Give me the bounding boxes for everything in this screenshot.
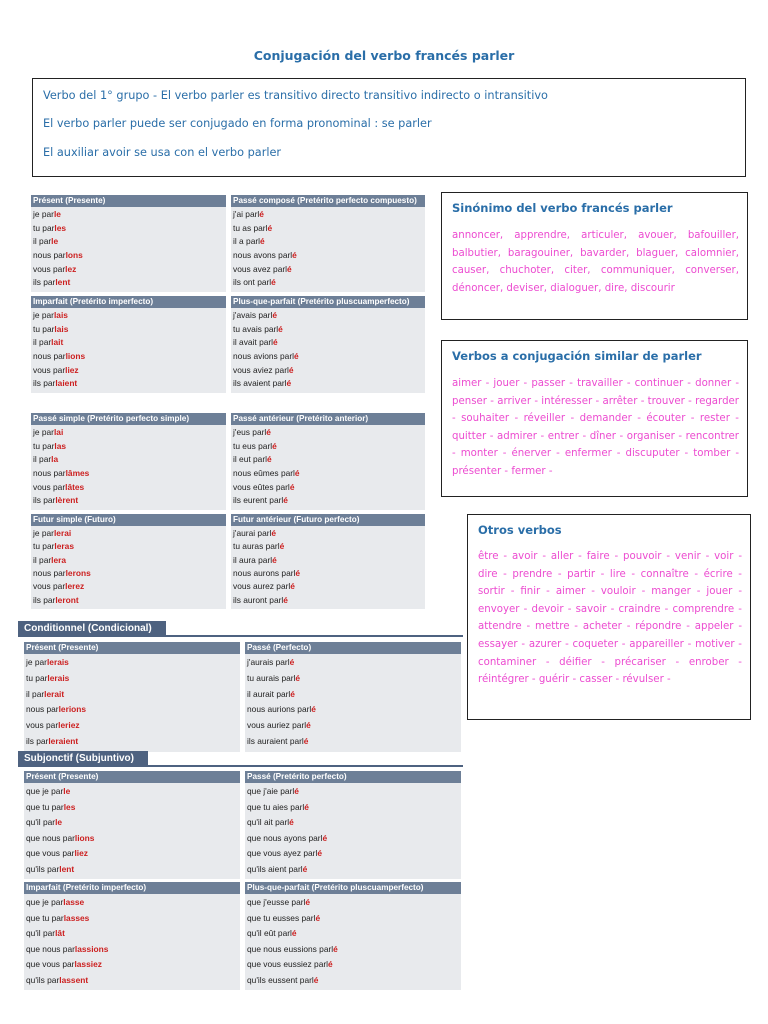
conjugation-row [24,671,240,687]
verb-stem: il eut parl [233,454,267,465]
verb-stem: tu eus parl [233,440,273,451]
conjugation-row [245,800,461,816]
verb-ending: é [294,786,299,796]
table-header: Imparfait (Pretérito imperfecto) [24,882,240,894]
verb-stem: ils par [26,736,49,747]
table-header: Présent (Presente) [24,771,240,783]
verb-stem: vous par [33,364,66,375]
verb-ending: lât [55,928,65,938]
conjugation-row [31,276,226,290]
verb-stem: il aurait parl [247,688,291,699]
conjugation-row [245,862,461,878]
verb-ending: é [291,928,297,938]
verb-stem: ils auraient parl [247,736,304,747]
verb-stem: tu par [33,222,55,233]
table-header: Passé (Perfecto) [245,642,461,654]
verb-stem: j'eus parl [233,427,267,437]
verb-stem: que j'aie parl [247,786,295,796]
conjugation-row [231,481,425,495]
verb-stem: nous aurions parl [247,704,312,715]
verb-stem: nous par [33,567,66,578]
verb-ending: é [279,541,285,552]
verb-stem: nous aurons parl [233,567,296,578]
table-imparfait [31,296,226,393]
conjugation-row [231,580,425,593]
table-futur-simple [31,514,226,609]
verb-ending: le [53,209,61,219]
verb-ending: é [289,657,295,667]
verb-ending: é [272,554,277,565]
conjugation-row [24,800,240,816]
verb-ending: leront [55,594,79,605]
verb-stem: ils eurent parl [233,495,284,506]
verb-stem: nous par [26,704,59,715]
conjugation-row [31,309,226,323]
conjugation-row [24,784,240,800]
verb-ending: lions [74,832,95,843]
conjugation-row [231,309,425,323]
verb-stem: nous par [33,249,66,260]
verb-info-box [32,78,746,177]
conjugation-row [231,567,425,580]
verb-stem: je par [33,209,54,219]
verb-ending: é [289,817,294,827]
verb-ending: leraient [48,736,79,747]
verb-stem: que vous par [26,848,75,858]
verb-ending: é [267,222,273,233]
verb-ending: é [290,688,295,699]
verb-ending: lâmes [65,467,90,478]
verb-ending: é [311,704,316,715]
conjugation-row [245,655,461,671]
verb-ending: é [278,323,283,334]
verb-ending: é [266,454,272,465]
conjugation-row [231,364,425,378]
table-header: Présent (Presente) [31,195,226,207]
verb-ending: é [328,959,333,969]
verb-stem: j'aurai parl [233,528,272,538]
conjugation-row [231,440,425,454]
verb-stem: il par [33,236,52,247]
verb-ending: é [288,364,294,375]
verb-ending: é [303,736,309,747]
conjugation-row [245,831,461,847]
conjugation-row [24,718,240,734]
conjugation-row [231,263,425,277]
verb-ending: lassent [59,974,89,985]
conjugation-row [245,815,461,831]
table-present [31,195,226,292]
conjugation-row [231,453,425,467]
verb-stem: que vous par [26,959,75,969]
verb-stem: vous avez parl [233,263,287,274]
verb-ending: é [283,495,288,506]
verb-ending: lons [65,249,83,260]
conjugation-row [31,364,226,378]
verb-ending: lent [55,277,71,288]
conjugation-row [245,784,461,800]
conjugation-row [31,554,226,567]
verb-stem: que nous par [26,832,75,843]
conjugation-row [231,276,425,290]
conjugation-row [31,567,226,580]
conjugation-row [31,481,226,495]
conjugation-row [31,323,226,337]
verb-ending: lâtes [65,481,85,492]
verb-stem: vous aviez parl [233,364,289,375]
verb-ending: lasses [63,912,90,923]
verb-ending: é [313,974,319,985]
conjugation-row [231,350,425,364]
verb-ending: lera [51,554,67,565]
verb-stem: tu par [26,672,48,683]
verb-stem: je par [33,310,54,320]
conjugation-row [31,222,226,236]
conjugation-row [231,540,425,553]
conjugation-row [231,554,425,567]
table-passe-anterieur [231,413,425,510]
conjugation-row [31,208,226,222]
verb-ending: é [302,863,308,874]
verb-stem: j'aurais parl [247,657,290,667]
verb-ending: é [295,672,301,683]
other-verbs-box [467,514,751,720]
synonyms-box [441,192,748,320]
similar-verbs-box [441,340,748,497]
verb-stem: tu aurais parl [247,672,296,683]
table-subj-plus-que-parfait [245,882,461,990]
verb-stem: qu'il par [26,928,56,938]
table-passe-simple [31,413,226,510]
verb-ending: é [266,427,271,437]
verb-stem: nous par [33,467,66,478]
conjugation-row [24,734,240,750]
conjugation-row [24,957,240,973]
verb-ending: lais [54,323,69,334]
verb-ending: lassiez [74,959,102,969]
verb-stem: vous par [33,263,66,274]
verb-stem: vous par [26,720,59,731]
verb-ending: lai [53,427,64,437]
other-verbs-text: être - avoir - aller - faire - pouvoir - venir - voir - dire - prendre - partir - lire - connaître - écrire - sortir - finir - aimer - vouloir - manger - jouer - envoyer - devoir - savoir - craindre - comprendre - attendre - mettre - acheter - répondre - appeler - essayer - azurer - coqueter - appareiller - motiver - contaminer - déifier - précariser - enrober - réintégrer - guérir - casser - révulser - [478,551,742,686]
verb-stem: que nous par [26,943,75,954]
verb-stem: vous par [33,481,66,492]
table-header: Présent (Presente) [24,642,240,654]
verb-stem: nous avons parl [233,249,293,260]
conjugation-row [31,580,226,593]
verb-stem: tu par [33,541,55,552]
table-subj-passe [245,771,461,879]
conjugation-row [231,323,425,337]
verb-stem: il par [33,454,52,465]
conjugation-row [24,655,240,671]
verb-ending: lerais [47,672,70,683]
conjugation-row [231,336,425,350]
table-header: Plus-que-parfait (Pretérito pluscuamperfecto) [231,296,425,308]
verb-ending: é [259,209,264,219]
verb-stem: il aura parl [233,554,273,565]
verb-stem: je par [33,427,54,437]
verb-stem: il par [33,337,52,348]
conjugation-row [31,336,226,350]
info-line: El auxiliar avoir se usa con el verbo parler [43,146,282,159]
verb-ending: é [289,481,295,492]
verb-stem: ils auront parl [233,594,284,605]
verb-ending: é [294,467,300,478]
verb-ending: é [306,720,311,731]
conjugation-row [31,350,226,364]
verb-ending: lerait [44,688,65,699]
verb-stem: il par [26,688,45,699]
conjugation-row [231,208,425,222]
verb-stem: nous par [33,350,66,361]
verb-stem: tu par [33,440,55,451]
verb-stem: ils par [33,277,56,288]
table-cond-passe [245,642,461,752]
conjugation-row [231,467,425,481]
conjugation-row [231,377,425,391]
conjugation-row [31,377,226,391]
verb-ending: la [51,454,59,465]
conjugation-row [31,540,226,553]
verb-ending: lez [65,263,77,274]
conjugation-row [24,942,240,958]
verb-stem: qu'ils par [26,863,60,874]
info-line: Verbo del 1° grupo - El verbo parler es transitivo directo transitivo indirecto o intransitivo [43,89,548,102]
verb-ending: é [305,897,311,907]
verb-stem: il a parl [233,236,260,247]
similar-verbs-text: aimer - jouer - passer - travailler - continuer - donner - penser - arriver - intéresser - arrêter - trouver - regarder - souhaiter - réveiller - demander - écouter - rester - quitter - admirer - entrer - dîner - organiser - rencontrer - monter - énerver - enfermer - discuputer - tomber - présenter - fermer - [452,378,739,477]
conjugation-row [24,687,240,703]
verb-ending: é [292,249,297,260]
verb-ending: lions [65,350,86,361]
verb-ending: lerez [65,581,85,592]
verb-stem: qu'il eût parl [247,928,292,938]
verb-ending: é [283,594,288,605]
table-header: Passé (Pretérito perfecto) [245,771,461,783]
verb-stem: que tu par [26,912,64,923]
verb-stem: que tu aies parl [247,801,305,812]
conjugation-row [231,235,425,249]
verb-stem: ils ont parl [233,277,272,288]
conjugation-row [31,527,226,540]
conjugation-row [231,494,425,508]
conjugation-row [231,222,425,236]
verb-ending: é [322,832,328,843]
verb-ending: le [63,786,71,796]
verb-stem: qu'ils eussent parl [247,974,314,985]
conjugation-row [31,594,226,607]
verb-ending: les [63,801,76,812]
conjugation-row [31,426,226,440]
verb-ending: lassions [74,943,109,954]
table-plus-que-parfait [231,296,425,393]
verb-ending: é [304,801,309,812]
verb-stem: je par [26,657,47,667]
section-divider [148,765,463,767]
verb-stem: que je par [26,786,64,796]
conjugation-row [31,467,226,481]
table-header: Futur simple (Futuro) [31,514,226,526]
conjugation-row [245,973,461,989]
verb-stem: ils avaient parl [233,378,287,389]
verb-ending: é [273,337,278,348]
table-header: Passé simple (Pretérito perfecto simple) [31,413,226,425]
conjugation-row [245,895,461,911]
table-subj-present [24,771,240,879]
verb-ending: le [55,817,63,827]
verb-stem: il avait parl [233,337,274,348]
verb-ending: é [333,943,338,954]
verb-ending: lerais [46,657,69,667]
conjugation-row [231,594,425,607]
verb-stem: nous avions parl [233,350,294,361]
conjugation-row [245,671,461,687]
verb-ending: é [286,378,292,389]
verb-stem: que vous ayez parl [247,848,318,858]
conjugation-row [245,911,461,927]
verb-ending: liez [65,364,79,375]
verb-ending: lais [53,310,68,320]
verb-ending: lèrent [55,495,79,506]
table-header: Futur antérieur (Futuro perfecto) [231,514,425,526]
conjugation-row [24,973,240,989]
other-verbs-title: Otros verbos [478,523,562,537]
verb-stem: qu'il par [26,817,56,827]
verb-stem: tu auras parl [233,541,280,552]
verb-ending: é [271,528,277,538]
verb-ending: é [294,350,299,361]
conjugation-row [31,453,226,467]
page-title: Conjugación del verbo francés parler [253,48,515,63]
table-futur-anterieur [231,514,425,609]
verb-ending: lerons [65,567,91,578]
verb-stem: que tu eusses parl [247,912,316,923]
verb-stem: qu'ils par [26,974,60,985]
verb-ending: lait [51,337,64,348]
conjugation-row [24,815,240,831]
section-divider [166,635,463,637]
verb-ending: lent [59,863,75,874]
conjugation-row [31,494,226,508]
verb-ending: é [287,263,292,274]
verb-stem: nous eûmes parl [233,467,295,478]
verb-stem: ils par [33,378,56,389]
table-header: Imparfait (Pretérito imperfecto) [31,296,226,308]
verb-stem: qu'il ait parl [247,817,290,827]
conjugation-row [24,911,240,927]
conjugation-row [24,862,240,878]
verb-stem: tu avais parl [233,323,279,334]
conjugation-row [245,942,461,958]
conjugation-row [245,846,461,862]
verb-stem: que je par [26,897,64,907]
verb-ending: é [260,236,265,247]
verb-ending: é [272,310,277,320]
conjugation-row [231,426,425,440]
verb-ending: é [295,567,301,578]
verb-ending: leras [54,541,74,552]
verb-stem: que tu par [26,801,64,812]
verb-stem: tu par [33,323,55,334]
verb-ending: é [271,277,276,288]
verb-stem: vous auriez parl [247,720,307,731]
table-cond-present [24,642,240,752]
table-header: Passé composé (Pretérito perfecto compuesto) [231,195,425,207]
table-header: Passé antérieur (Pretérito anterior) [231,413,425,425]
conjugation-row [31,249,226,263]
verb-ending: las [54,440,67,451]
conjugation-row [245,718,461,734]
verb-ending: lasse [63,897,85,907]
conjugation-row [24,831,240,847]
conjugation-row [245,957,461,973]
verb-stem: ils par [33,594,56,605]
conjugation-row [24,895,240,911]
verb-ending: le [51,236,59,247]
conjugation-row [245,734,461,750]
info-line: El verbo parler puede ser conjugado en forma pronominal : se parler [43,117,432,130]
conjugation-row [245,926,461,942]
conjugation-row [31,235,226,249]
conjugation-row [31,440,226,454]
verb-stem: que nous ayons parl [247,832,323,843]
verb-ending: lerai [53,528,72,538]
verb-stem: vous par [33,581,66,592]
verb-ending: é [317,848,322,858]
verb-ending: é [290,581,295,592]
conjugation-row [31,263,226,277]
conjugation-row [24,926,240,942]
verb-stem: tu as parl [233,222,268,233]
synonyms-title: Sinónimo del verbo francés parler [452,201,673,215]
verb-ending: les [54,222,67,233]
verb-stem: qu'ils aient parl [247,863,303,874]
table-subj-imparfait [24,882,240,990]
verb-ending: liez [74,848,88,858]
verb-stem: j'ai parl [233,209,260,219]
verb-stem: que nous eussions parl [247,943,334,954]
verb-stem: vous aurez parl [233,581,291,592]
verb-ending: é [315,912,321,923]
section-conditionnel: Conditionnel (Condicional) [18,621,166,637]
conjugation-row [245,687,461,703]
conjugation-row [231,249,425,263]
conjugation-row [24,702,240,718]
similar-verbs-title: Verbos a conjugación similar de parler [452,349,702,363]
verb-stem: vous eûtes parl [233,481,290,492]
table-passe-compose [231,195,425,292]
verb-stem: il par [33,554,52,565]
verb-stem: que j'eusse parl [247,897,306,907]
conjugation-row [24,846,240,862]
verb-stem: j'avais parl [233,310,273,320]
verb-stem: je par [33,528,54,538]
conjugation-row [245,702,461,718]
verb-stem: que vous eussiez parl [247,959,329,969]
verb-ending: lerions [58,704,87,715]
verb-ending: é [272,440,277,451]
section-subjonctif: Subjonctif (Subjuntivo) [18,751,148,767]
verb-ending: laient [55,378,78,389]
synonyms-text: annoncer, apprendre, articuler, avouer, bafouiller, balbutier, baragouiner, bavarder, blaguer, calomnier, causer, chuchoter, citer, communiquer, converser, dénoncer, deviser, dialoguer, dire, discourir [452,230,739,294]
verb-ending: leriez [58,720,80,731]
verb-stem: ils par [33,495,56,506]
table-header: Plus-que-parfait (Pretérito pluscuamperfecto) [245,882,461,894]
conjugation-row [231,527,425,540]
